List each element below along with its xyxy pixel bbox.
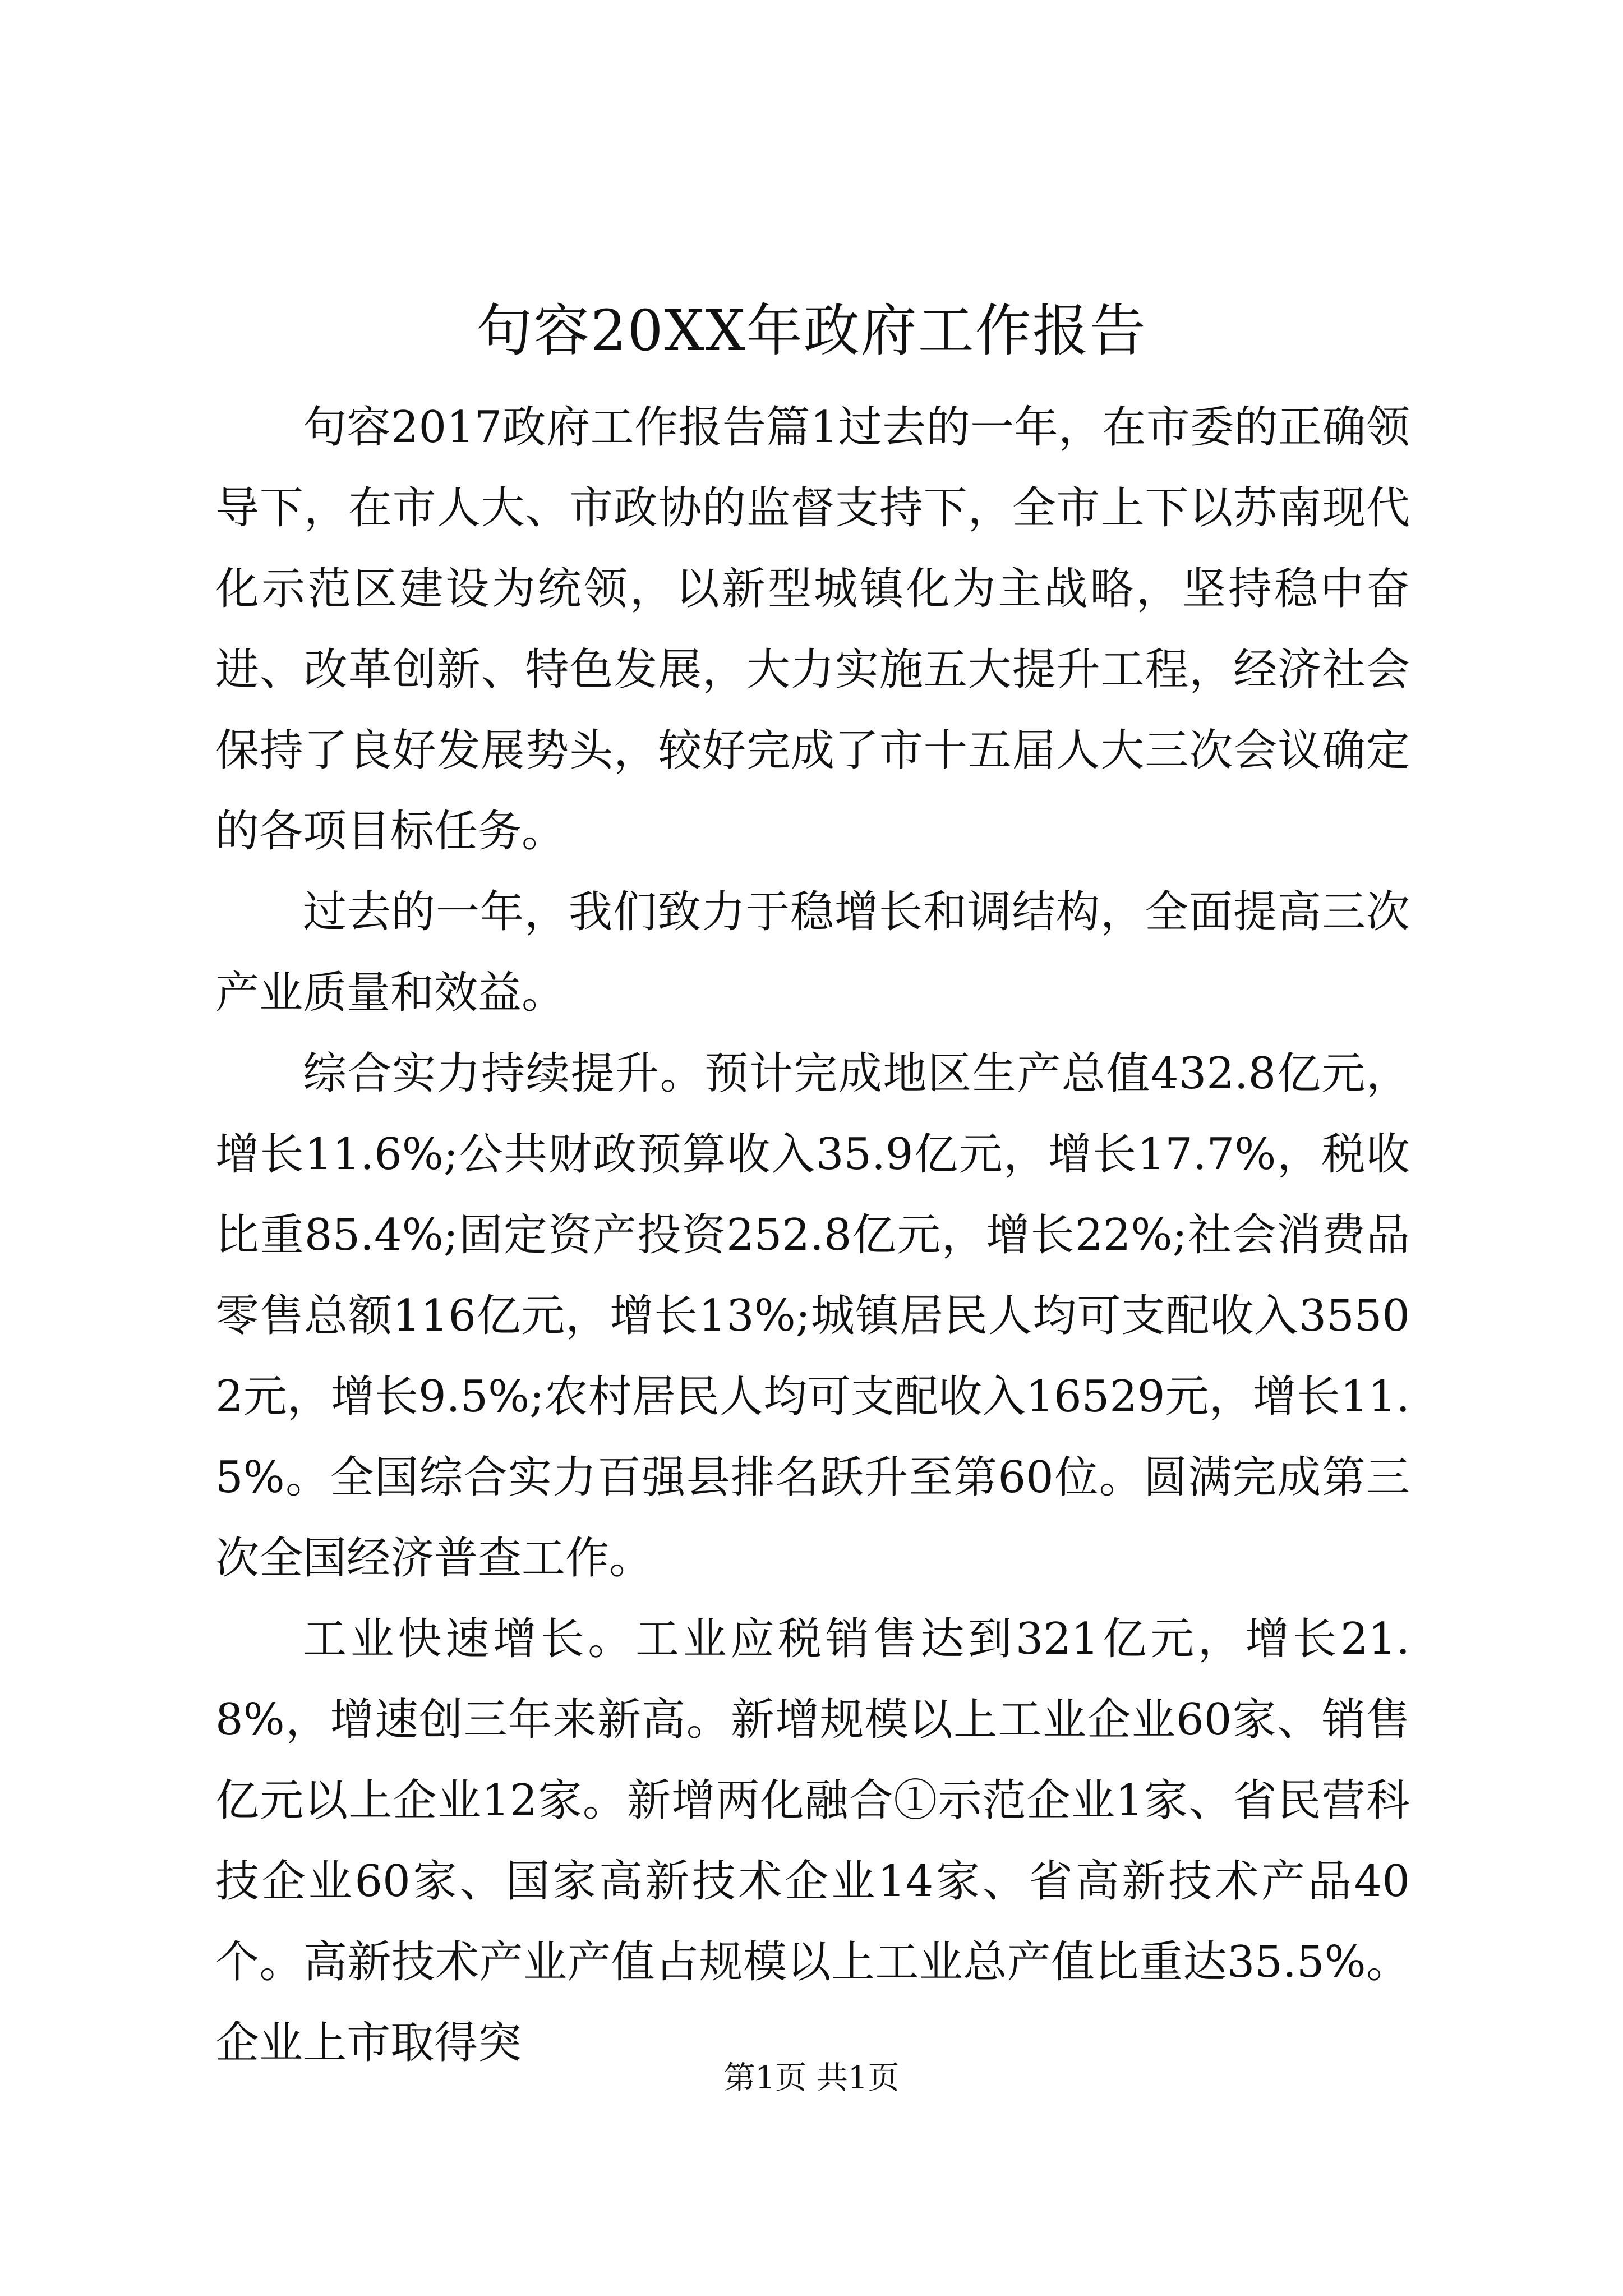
- paragraph-1: 句容2017政府工作报告篇1过去的一年，在市委的正确领导下，在市人大、市政协的监督支持下，全市上下以苏南现代化示范区建设为统领，以新型城镇化为主战略，坚持稳中奋进、改革创新、特色发展，大力实施五大提升工程，经济社会保持了良好发展势头，较好完成了市十五届人大三次会议确定的各项目标任务。: [215, 402, 1410, 857]
- document-title: 句容20XX年政府工作报告: [476, 298, 1147, 364]
- paragraph-3: 综合实力持续提升。预计完成地区生产总值432.8亿元，增长11.6%;公共财政预算收入35.9亿元，增长17.7%，税收比重85.4%;固定资产投资252.8亿元，增长22%;社会消费品零售总额116亿元，增长13%;城镇居民人均可支配收入35502元，增长9.5%;农村居民人均可支配收入16529元，增长11.5%。全国综合实力百强县排名跃升至第60位。圆满完成第三次全国经济普查工作。: [215, 1048, 1410, 1584]
- paragraph-2: 过去的一年，我们致力于稳增长和调结构，全面提高三次产业质量和效益。: [215, 887, 1410, 1018]
- document-body: [215, 387, 1410, 2083]
- page-footer: 第1页 共1页: [723, 2060, 900, 2096]
- paragraph-4: 工业快速增长。工业应税销售达到321亿元，增长21.8%，增速创三年来新高。新增规模以上工业企业60家、销售亿元以上企业12家。新增两化融合①示范企业1家、省民营科技企业60家、国家高新技术企业14家、省高新技术产品40个。高新技术产业产值占规模以上工业总产值比重达35.5%。企业上市取得突: [215, 1614, 1410, 2068]
